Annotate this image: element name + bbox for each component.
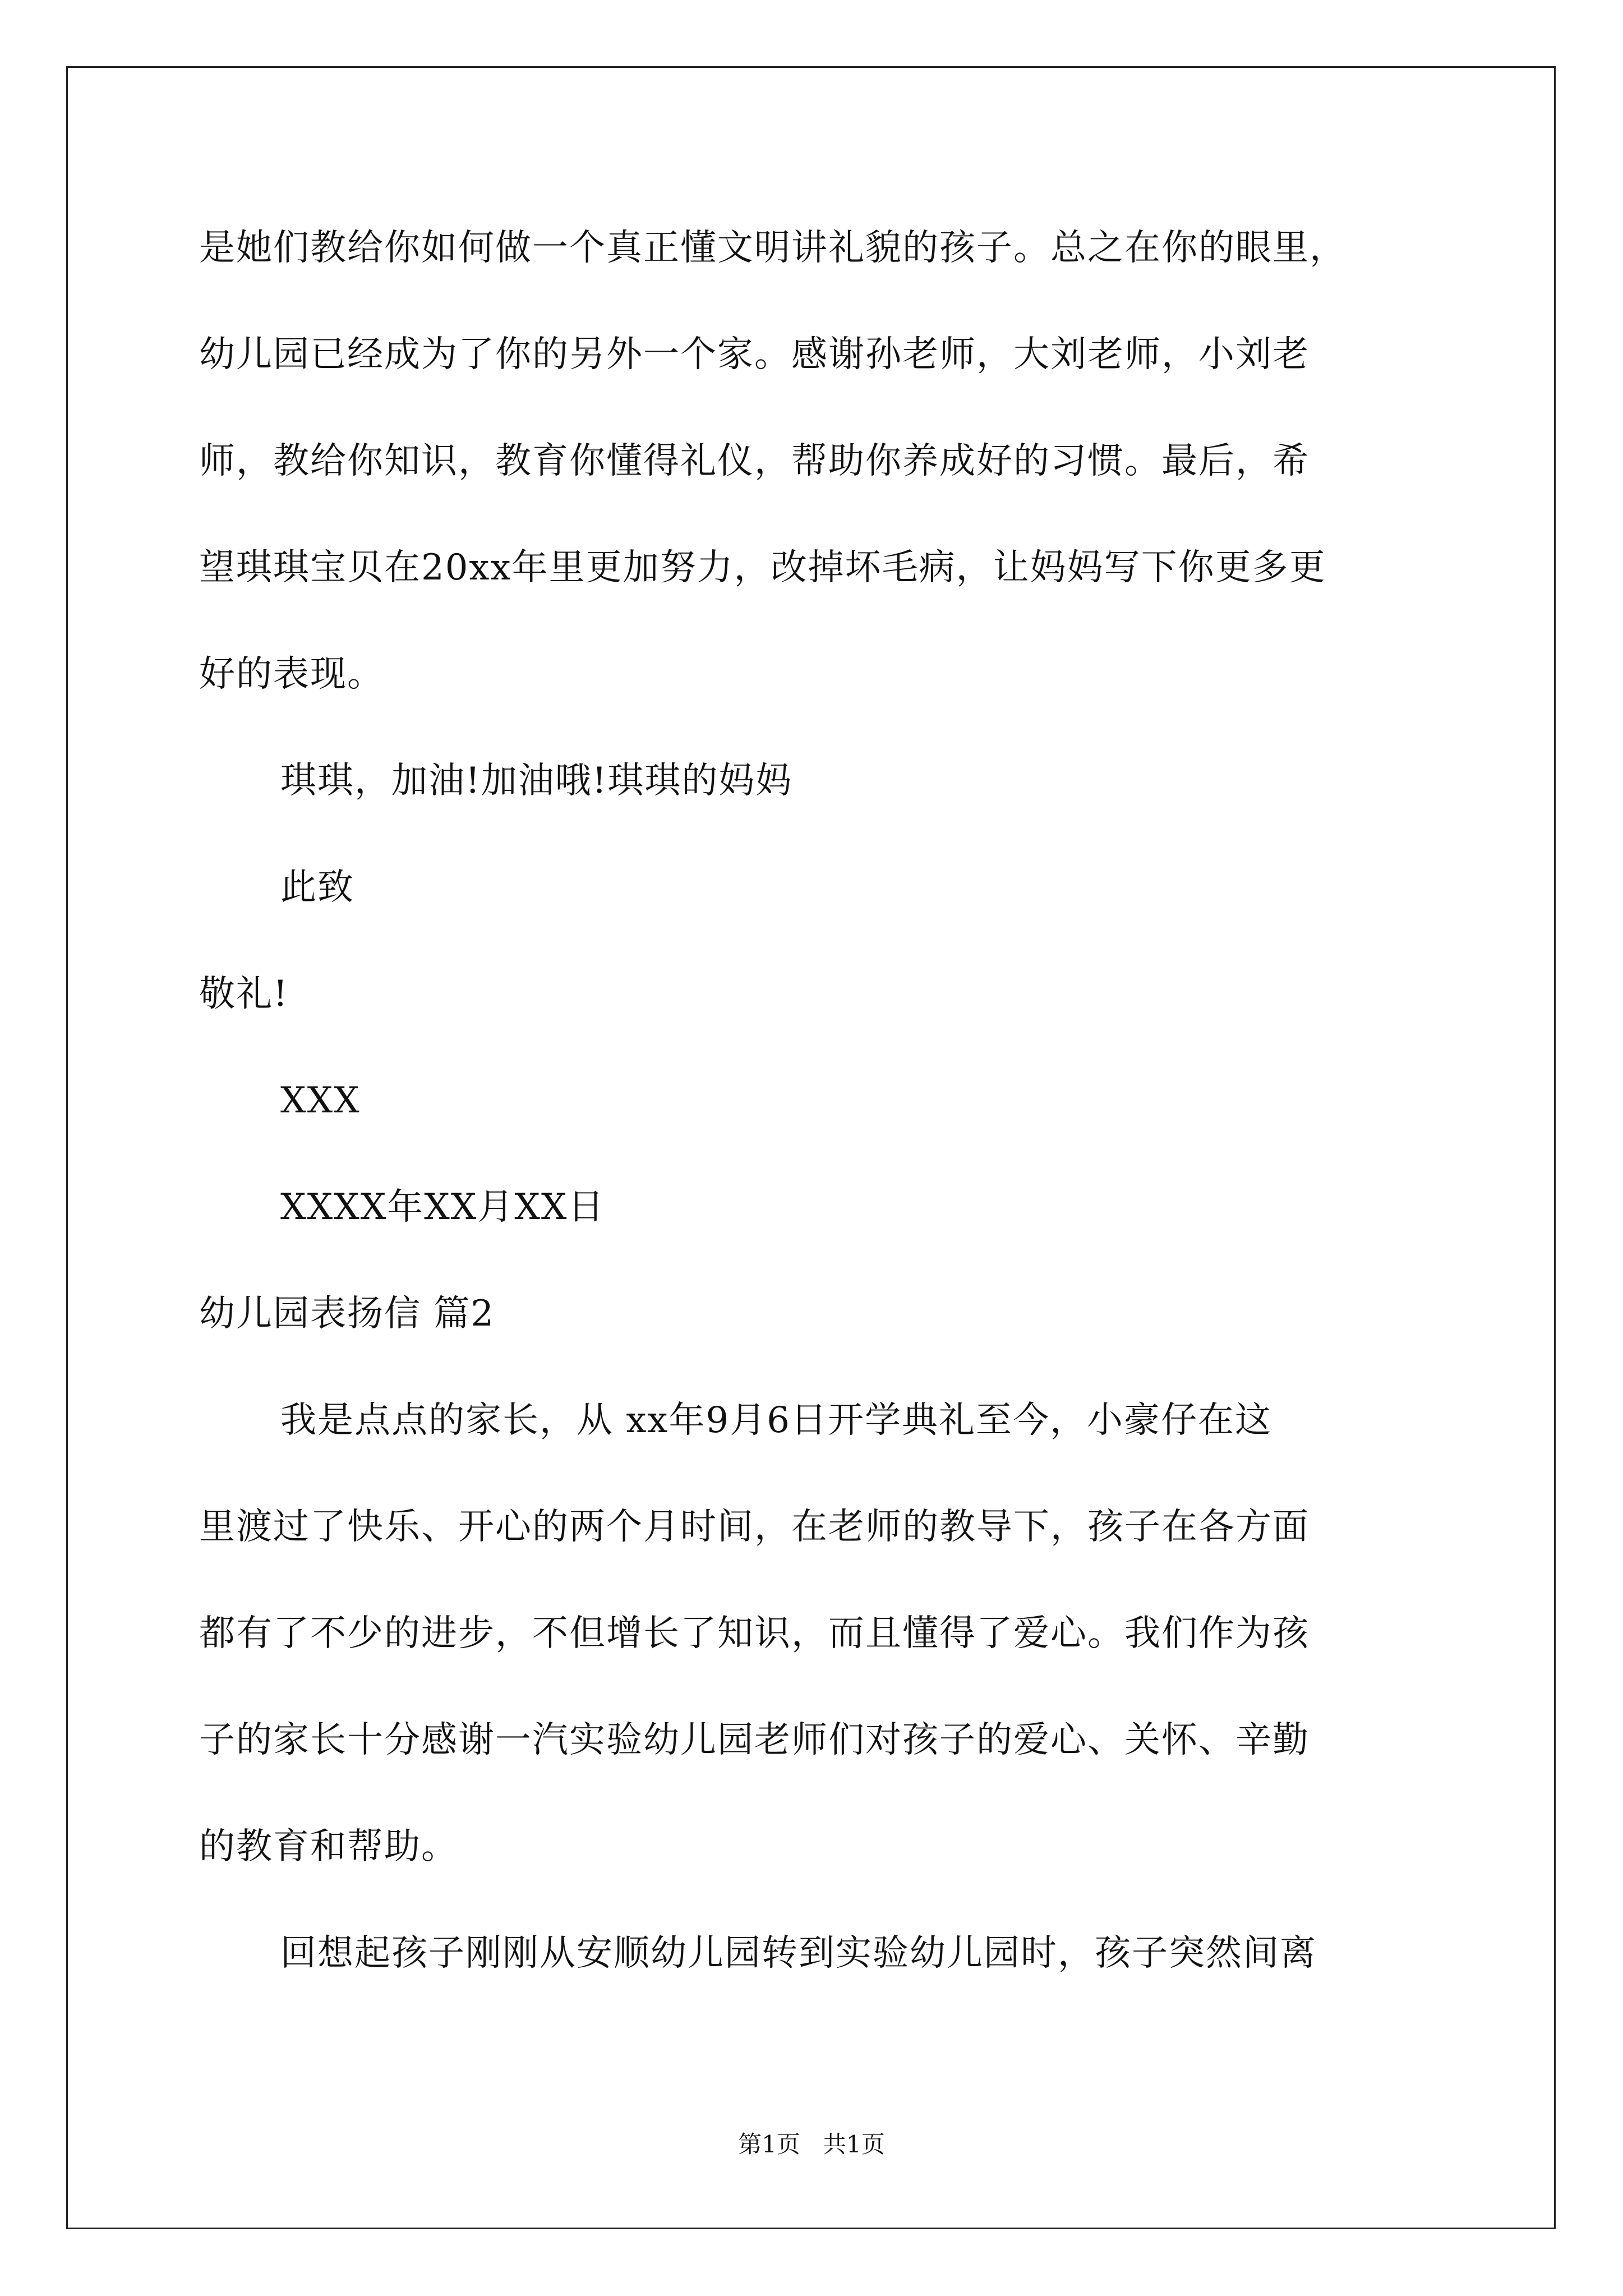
body-line: 都有了不少的进步，不但增长了知识，而且懂得了爱心。我们作为孩 [199, 1613, 1310, 1654]
body-line: 子的家长十分感谢一汽实验幼儿园老师们对孩子的爱心、关怀、辛勤 [199, 1719, 1310, 1761]
body-line: 好的表现。 [199, 654, 384, 695]
body-line: 师，教给你知识，教育你懂得礼仪，帮助你养成好的习惯。最后，希 [199, 440, 1310, 482]
body-line: 望琪琪宝贝在20xx年里更加努力，改掉坏毛病，让妈妈写下你更多更 [199, 547, 1326, 588]
body-line: 回想起孩子刚刚从安顺幼儿园转到实验幼儿园时，孩子突然间离 [280, 1932, 1317, 1974]
body-line: 的教育和帮助。 [199, 1826, 458, 1867]
body-line: 幼儿园已经成为了你的另外一个家。感谢孙老师，大刘老师，小刘老 [199, 334, 1310, 375]
section-heading: 幼儿园表扬信 篇2 [199, 1293, 495, 1335]
signature-line: XXX [280, 1080, 361, 1121]
body-line: 是她们教给你如何做一个真正懂文明讲礼貌的孩子。总之在你的眼里， [199, 227, 1347, 269]
date-line: XXXX年XX月XX日 [280, 1186, 605, 1228]
page-footer: 第1页 共1页 [738, 2131, 885, 2158]
closing-line: 琪琪，加油!加油哦!琪琪的妈妈 [280, 760, 793, 802]
page-border [66, 66, 1556, 2229]
salutation-line: 敬礼! [199, 973, 289, 1015]
salutation-line: 此致 [280, 867, 354, 908]
body-line: 我是点点的家长，从 xx年9月6日开学典礼至今，小豪仔在这 [280, 1400, 1272, 1441]
body-line: 里渡过了快乐、开心的两个月时间，在老师的教导下，孩子在各方面 [199, 1506, 1310, 1548]
